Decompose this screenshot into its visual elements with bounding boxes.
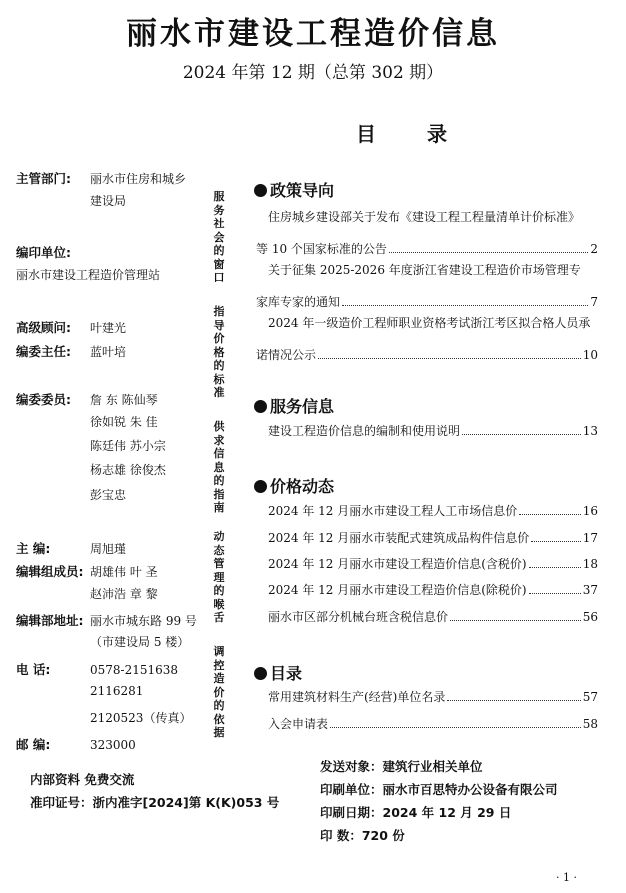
bullet-icon	[254, 667, 267, 680]
toc-entry[interactable]: 2024 年 12 月丽水市建设工程人工市场信息价 16	[268, 504, 598, 518]
toc-entry[interactable]: 2024 年 12 月丽水市建设工程造价信息(除税价) 37	[268, 583, 598, 597]
phone-line: 2120523（传真）	[90, 711, 192, 725]
bullet-icon	[254, 184, 267, 197]
section-heading: 政策导向	[254, 178, 334, 201]
page-number: 13	[582, 424, 598, 438]
bullet-icon	[254, 400, 267, 413]
toc-entry[interactable]: 建设工程造价信息的编制和使用说明 13	[268, 424, 598, 438]
toc-heading: 目 录	[356, 122, 469, 146]
supervisor-label: 主管部门:	[16, 171, 71, 186]
advisor-label: 高级顾问:	[16, 320, 71, 335]
page-number: 7	[590, 295, 598, 309]
editor-line: 胡雄伟 叶 圣	[90, 565, 158, 579]
director-label: 编委主任:	[16, 344, 71, 359]
member-line: 彭宝忠	[90, 488, 127, 502]
address-value-cont: （市建设局 5 楼）	[90, 635, 190, 649]
chief-label: 主 编:	[16, 541, 51, 556]
page-number: 37	[582, 583, 598, 597]
member-line: 杨志雄 徐俊杰	[90, 463, 166, 477]
chief-value: 周旭瑾	[90, 542, 127, 556]
member-line: 陈廷伟 苏小宗	[90, 439, 166, 453]
editor-unit-value: 丽水市建设工程造价管理站	[16, 268, 161, 282]
member-line: 徐如锐 朱 佳	[90, 415, 158, 429]
internal-note: 内部资料 免费交流	[30, 772, 135, 787]
page-number: 56	[582, 610, 598, 624]
toc-entry[interactable]: 2024 年一级造价工程师职业资格考试浙江考区拟合格人员承 诺情况公示 10	[256, 316, 598, 362]
page-number: 16	[582, 504, 598, 518]
page-number: 2	[590, 242, 598, 256]
print-date: 印刷日期：2024 年 12 月 29 日	[320, 805, 512, 820]
audience: 发送对象：建筑行业相关单位	[320, 759, 483, 774]
advisor-value: 叶建光	[90, 321, 127, 335]
section-heading: 价格动态	[254, 474, 334, 497]
toc-entry[interactable]: 2024 年 12 月丽水市建设工程造价信息(含税价) 18	[268, 557, 598, 571]
toc-entry[interactable]: 常用建筑材料生产(经营)单位名录 57	[268, 690, 598, 704]
toc-entry[interactable]: 住房城乡建设部关于发布《建设工程工程量清单计价标准》 等 10 个国家标准的公告 2	[256, 210, 598, 256]
slogan: 动态管理的喉舌	[213, 530, 225, 624]
supervisor-value: 丽水市住房和城乡	[90, 172, 187, 186]
slogan: 指导价格的标准	[213, 305, 225, 399]
address-value: 丽水市城东路 99 号	[90, 614, 197, 628]
phone-line: 2116281	[90, 684, 144, 698]
toc-entry[interactable]: 2024 年 12 月丽水市装配式建筑成品构件信息价 17	[268, 531, 598, 545]
editors-label: 编辑组成员:	[16, 564, 84, 579]
page-number: 18	[582, 557, 598, 571]
section-heading: 目录	[254, 661, 302, 684]
section-heading: 服务信息	[254, 394, 334, 417]
director-value: 蓝叶培	[90, 345, 127, 359]
toc-entry[interactable]: 入会申请表 58	[268, 717, 598, 731]
postcode-label: 邮 编:	[16, 737, 51, 752]
postcode-value: 323000	[90, 738, 136, 752]
supervisor-value-cont: 建设局	[90, 194, 127, 208]
members-label: 编委委员:	[16, 392, 71, 407]
phone-line: 0578-2151638	[90, 663, 179, 677]
page-number: 58	[582, 717, 598, 731]
page-number-footer: · 1 ·	[556, 871, 577, 884]
phone-label: 电 话:	[16, 662, 51, 677]
slogan: 供求信息的指南	[213, 420, 225, 514]
slogan: 调控造价的依据	[213, 645, 225, 739]
slogan: 服务社会的窗口	[213, 190, 225, 284]
editor-line: 赵沛浩 章 黎	[90, 587, 158, 601]
editor-unit-label: 编印单位:	[16, 245, 71, 260]
toc-entry[interactable]: 关于征集 2025-2026 年度浙江省建设工程造价市场管理专 家库专家的通知 7	[256, 263, 598, 309]
copies: 印 数：720 份	[320, 828, 405, 843]
toc-entry[interactable]: 丽水市区部分机械台班含税信息价 56	[268, 610, 598, 624]
issue-number: 2024 年第 12 期（总第 302 期）	[182, 63, 444, 83]
page-number: 10	[582, 348, 598, 362]
page-number: 57	[582, 690, 598, 704]
member-line: 詹 东 陈仙琴	[90, 393, 158, 407]
printer: 印刷单位：丽水市百思特办公设备有限公司	[320, 782, 558, 797]
permit-number: 准印证号：浙内准字[2024]第 K(K)053 号	[30, 795, 280, 810]
page-number: 17	[582, 531, 598, 545]
publication-title: 丽水市建设工程造价信息	[126, 16, 500, 52]
address-label: 编辑部地址:	[16, 613, 84, 628]
bullet-icon	[254, 480, 267, 493]
